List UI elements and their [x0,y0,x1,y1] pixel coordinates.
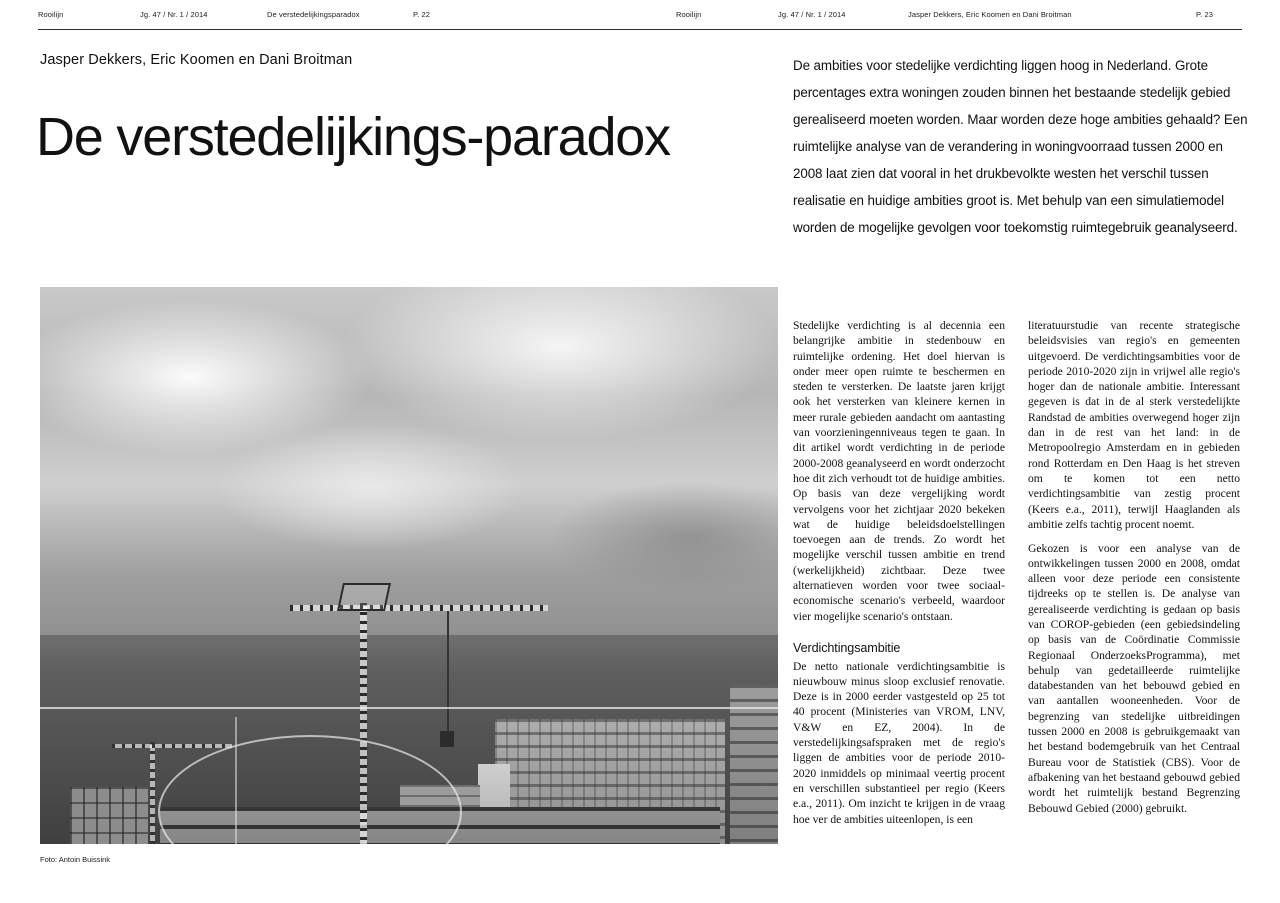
photo-crane-secondary-mast [150,742,155,844]
header-divider [38,29,1242,30]
running-head-right-journal: Rooilijn [676,10,702,19]
running-head-right-authors: Jasper Dekkers, Eric Koomen en Dani Broitman [908,10,1072,19]
running-head-left-journal: Rooilijn [38,10,64,19]
body-paragraph: literatuurstudie van recente strategische beleidsvisies van regio's en gemeenten uitgevoerd. De verdichtingsambities voor de periode 2010-2020 zijn in vrijwel alle regio's hoger dan de nationale ambitie. Interessant gegeven is dat in de al sterk verstedelijkte Randstad de ambities overwegend hoger zijn dan in de rest van het land: in de Metropoolregio Amsterdam en in gebieden rond Rotterdam en Den Haag is het streven om te komen tot een netto verdichtingsambitie van zestig procent (Keers e.a., 2011), terwijl Haaglanden als ambitie zelfs tachtig procent noemt. [1028,319,1240,531]
photo-scaffolding [70,787,148,844]
photo-credit: Foto: Antoin Buissink [40,855,111,864]
photo-crane-counterjib [337,583,391,611]
photo-sky [40,287,778,647]
body-column-2 [1028,318,1240,816]
photo-field-line-horizontal [40,707,778,709]
photo-crane-cable [447,611,449,731]
article-photo [40,287,778,844]
photo-crane-jib [290,605,548,611]
running-head-left-issue: Jg. 47 / Nr. 1 / 2014 [140,10,208,19]
article-authors: Jasper Dekkers, Eric Koomen en Dani Broitman [40,52,353,68]
page-title: De verstedelijkings-paradox [36,107,670,168]
section-heading-verdichtingsambitie: Verdichtingsambitie [793,640,901,655]
running-head-right-page: P. 23 [1196,10,1214,19]
running-head [0,10,1280,24]
running-head-left-page: P. 22 [413,10,431,19]
running-head-right-issue: Jg. 47 / Nr. 1 / 2014 [778,10,846,19]
photo-crane-secondary-jib [112,744,232,748]
body-paragraph: De netto nationale verdichtingsambitie is nieuwbouw minus sloop exclusief renovatie. Deze is in 2000 eerder vastgesteld op 25 tot 40 procent (Ministeries van VROM, LNV, V&W en EZ, 2004). In de verstedelijkingsafspraken met de regio's liggen de ambities voor de periode 2010-2020 inmiddels op minimaal veertig procent en verschillen substantieel per regio (Keers e.a., 2011). Om inzicht te krijgen in de vraag hoe ver de ambities uiteenlopen, is een [793,659,1005,826]
article-body [793,318,1252,858]
body-column-1 [793,318,1005,827]
body-paragraph: Gekozen is voor een analyse van de ontwikkelingen tussen 2000 en 2008, omdat alleen voor deze periode een consistente tijdreeks op te stellen is. De analyse van gerealiseerde verdichting is gedaan op basis van COROP-gebieden (een gebiedsindeling op basis van de Coördinatie Commissie Regionaal OnderzoeksProgramma), met behulp van gedetailleerde ruimtelijke databestanden van het bebouwd gebied en van aantallen wooneenheden. Voor de begrenzing van stedelijke uitbreidingen tussen 2000 en 2008 is gebruikgemaakt van het bestand bodemgebruik van het Centraal Bureau voor de Statistiek (CBS). Voor de afbakening van het bestaand gebouwd gebied wordt het ruimtelijk bestand Begrenzing Bebouwd Gebied (2000) gebruikt. [1028,541,1240,815]
photo-field-line-vertical [235,717,237,844]
running-head-left-article: De verstedelijkingsparadox [267,10,360,19]
body-paragraph: Stedelijke verdichting is al decennia een belangrijke ambitie in stedenbouw en ruimtelijke ordening. Het doel hiervan is onder meer open ruimte te beschermen en steden te versterken. De laatste jaren krijgt ook het versterken van kleinere kernen in meer rurale gebieden aandacht om aantasting van voorzieningenniveaus tegen te gaan. In dit artikel wordt verdichting in de periode 2000-2008 geanalyseerd en wordt onderzocht hoe dit zich verhoudt tot de huidige ambities. Op basis van deze vergelijking wordt vervolgens voor het zichtjaar 2020 bekeken wat de huidige beleidsdoelstellingen toevoegen aan de trends. Zo wordt het mogelijke verschil tussen ambitie en trend (werkelijkheid) zichtbaar. Deze twee alternatieven worden voor twee sociaal-economische scenario's verbeeld, waardoor vier mogelijke scenario's ontstaan. [793,319,1005,623]
photo-crane-hook [440,731,454,747]
article-lead: De ambities voor stedelijke verdichting liggen hoog in Nederland. Grote percentages extra woningen zouden binnen het bestaande stedelijk gebied gerealiseerd moeten worden. Maar worden deze hoge ambities gehaald? Een ruimtelijke analyse van de verandering in woningvoorraad tussen 2000 en 2008 laat zien dat vooral in het drukbevolkte westen het verschil tussen realisatie en huidige ambities groot is. Met behulp van een simulatiemodel worden de mogelijke gevolgen voor toekomstig ruimtegebruik geanalyseerd. [793,58,1248,236]
